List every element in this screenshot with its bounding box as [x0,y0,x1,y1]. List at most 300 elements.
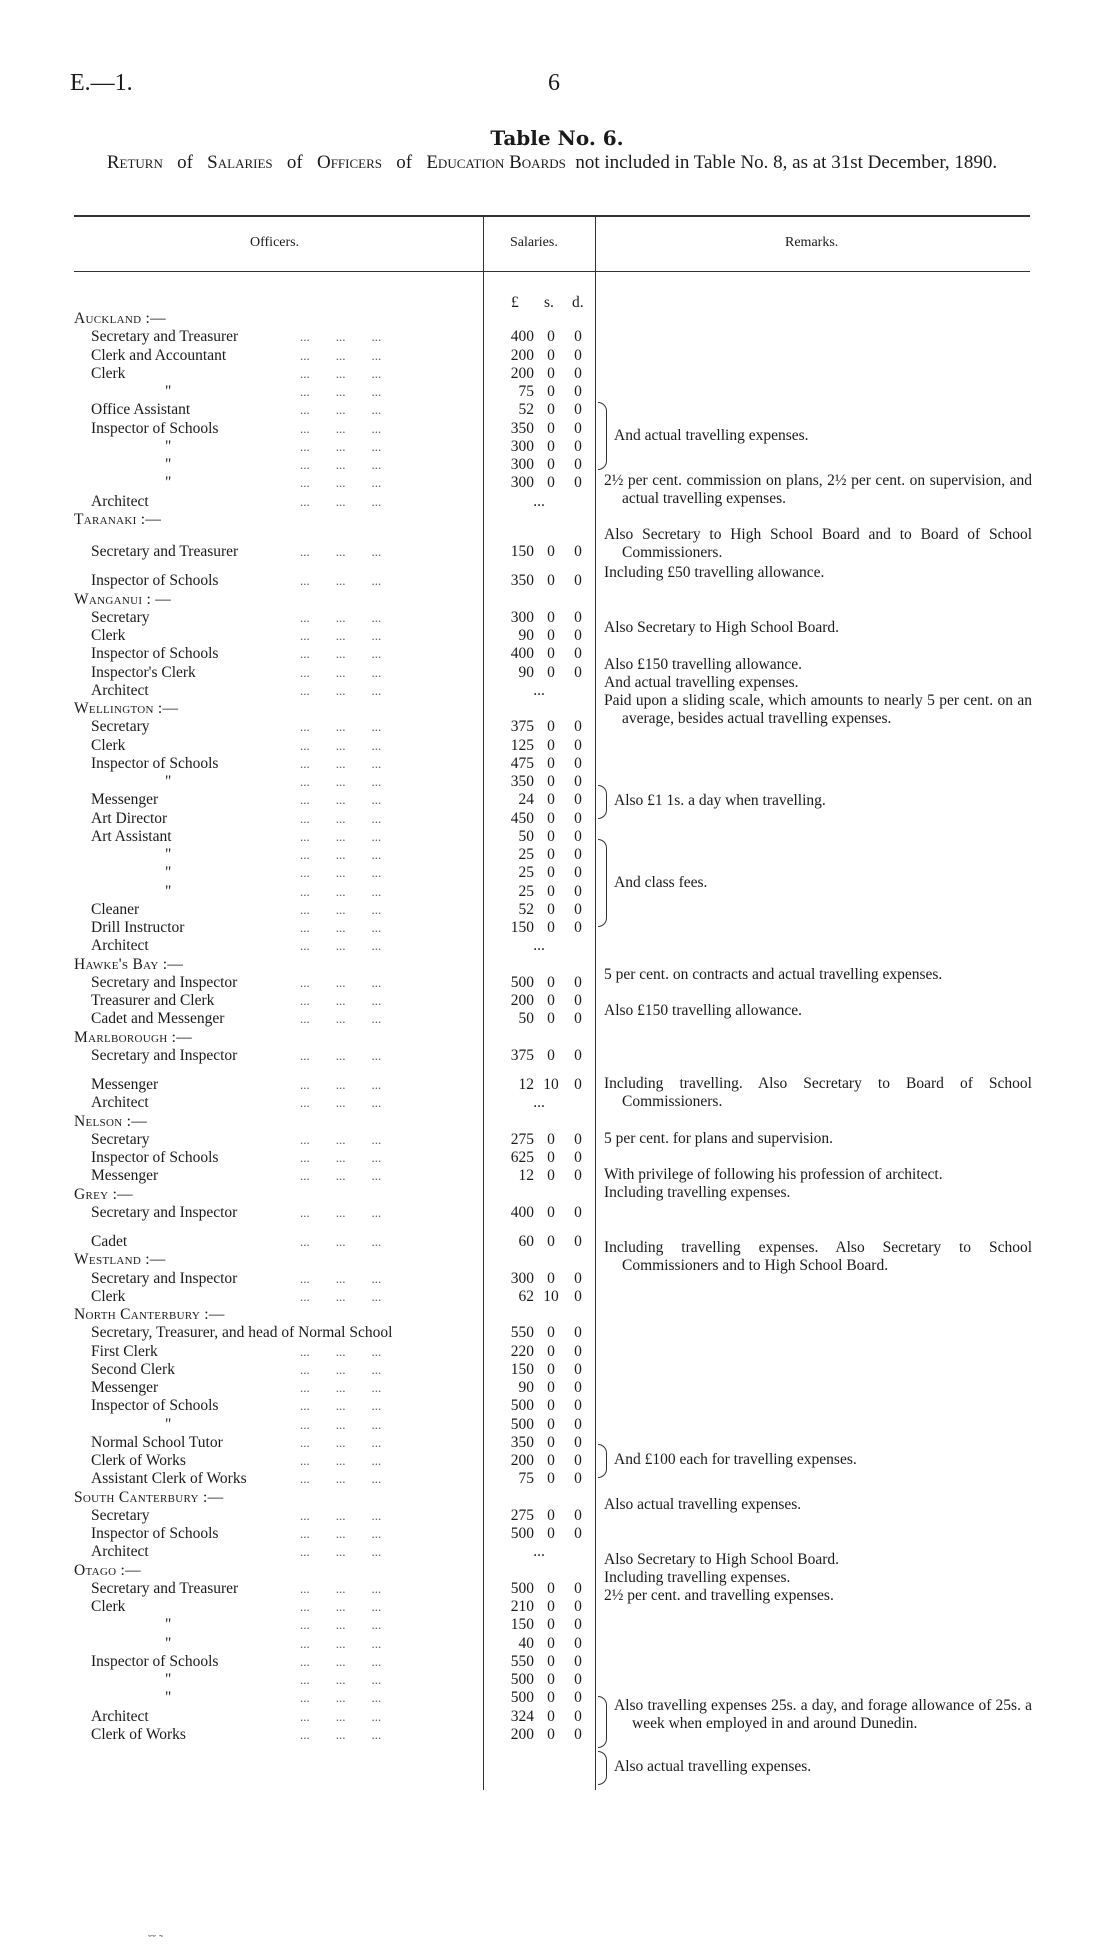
salary-pounds: 300 [510,437,534,455]
salary-pence: 0 [574,1452,582,1469]
officer-name: Secretary, Treasurer, and head of Normal School [91,1324,393,1342]
salary-pounds: 400 [510,328,534,346]
officer-name: Messenger [91,791,159,809]
leader-dots: ... ... ... [300,774,382,789]
table-row [0,1616,1114,1634]
board-name: Marlborough :— [74,1028,193,1046]
remark: And £100 each for travelling expenses. [614,1451,857,1468]
leader-dots: ... ... ... [300,347,382,363]
officer-name: Messenger [91,1379,159,1396]
table-row [0,1204,1114,1222]
salary-shillings: 0 [547,1652,555,1670]
brace [598,1444,607,1478]
salary-pence: 0 [574,1360,582,1378]
officer-name: Assistant Clerk of Works [91,1470,247,1488]
leader-dots: ... ... ... [300,1708,382,1724]
table-row [0,828,1114,846]
salary-shillings: 0 [547,1671,555,1688]
salary-pounds: 450 [510,809,534,827]
salary-pounds: 625 [510,1149,534,1166]
salary-pounds: 500 [510,1397,534,1415]
salary-pence: 0 [574,627,582,644]
table-row [0,1113,1114,1131]
remark: Also £150 travelling allowance. [604,656,803,673]
salary-shillings: 0 [547,543,555,560]
salary-shillings: 0 [547,1616,555,1634]
leader-dots: ... ... ... [300,1398,382,1414]
board-name: Auckland :— [74,310,166,327]
officer-name: Cadet and Messenger [91,1010,225,1028]
leader-dots: ... ... ... [300,1653,382,1669]
table-caption [72,152,1032,173]
table-row [0,1671,1114,1689]
salary-pence: 0 [574,543,582,560]
salary-pounds: 24 [518,791,534,809]
pound-unit-label: £ [511,294,519,311]
leader-dots: ... ... ... [300,1690,382,1706]
salary-nil: ... [533,937,545,955]
salary-pence: 0 [574,736,582,754]
leader-dots: ... ... ... [300,544,382,559]
caption-word: Salaries [207,152,273,173]
officer-name: First Clerk [91,1342,158,1360]
salary-pence: 0 [574,1379,582,1396]
salary-pence: 0 [574,419,582,437]
officer-name: Secretary and Treasurer [91,1579,239,1597]
salary-shillings: 0 [547,645,555,663]
officer-name: " [165,474,172,492]
leader-dots: ... ... ... [300,420,382,436]
salary-pounds: 90 [518,627,534,644]
salary-pence: 0 [574,608,582,626]
salary-pence: 0 [574,791,582,809]
salary-shillings: 0 [547,1689,555,1707]
remark: And actual travelling expenses. [604,674,799,691]
salary-shillings: 0 [547,1506,555,1524]
table-row [0,1149,1114,1167]
salary-nil: ... [533,1094,545,1112]
remark: Including travelling expenses. Also Secretary to School Commissioners and to High School Board. [604,1239,1032,1274]
officer-name: Secretary and Treasurer [91,328,239,346]
salary-pence: 0 [574,900,582,918]
salary-pence: 0 [574,1203,582,1221]
table-row [0,1361,1114,1379]
leader-dots: ... ... ... [300,402,382,418]
salary-shillings: 0 [547,1324,555,1342]
leader-dots: ... ... ... [300,865,382,881]
table-top-rule [74,215,1030,217]
salary-pence: 0 [574,846,582,863]
salary-pence: 0 [574,645,582,663]
salary-pounds: 375 [510,1046,534,1064]
remark: Including travelling expenses. [604,1184,791,1201]
remark: Including travelling expenses. [604,1569,791,1586]
leader-dots: ... ... ... [300,1288,382,1304]
salary-shillings: 0 [547,1203,555,1221]
table-row [0,810,1114,828]
salary-pence: 0 [574,1167,582,1185]
officer-name: Cleaner [91,900,140,918]
leader-dots: ... ... ... [300,664,382,680]
leader-dots: ... ... ... [300,457,382,472]
remark: Also actual travelling expenses. [614,1758,812,1775]
salary-shillings: 0 [547,1707,555,1725]
officer-name: Second Clerk [91,1360,175,1378]
officer-name: " [165,864,172,882]
leader-dots: ... ... ... [300,810,382,826]
table-row [0,328,1114,346]
salary-shillings: 0 [547,992,555,1009]
salary-pence: 0 [574,1415,582,1433]
salary-pence: 0 [574,882,582,900]
remark: Also Secretary to High School Board and to Board of School Commissioners. [604,526,1032,561]
brace [598,785,607,819]
table-row [0,846,1114,864]
leader-dots: ... ... ... [300,1150,382,1165]
salary-pence: 0 [574,364,582,382]
salary-pounds: 200 [510,1725,534,1743]
leader-dots: ... ... ... [300,883,382,899]
salary-pence: 0 [574,663,582,681]
remark: And class fees. [614,874,708,891]
salary-pounds: 62 [518,1287,534,1305]
officer-name: Architect [91,492,149,510]
table-row [0,365,1114,383]
officer-name: Secretary [91,718,150,736]
leader-dots: ... ... ... [300,438,382,454]
caption-word: of [177,152,193,173]
salary-pounds: 60 [518,1233,534,1250]
remark: With privilege of following his profession of architect. [604,1166,943,1183]
leader-dots: ... ... ... [300,384,382,399]
leader-dots: ... ... ... [300,1168,382,1184]
salary-shillings: 0 [547,736,555,754]
salary-pounds: 25 [518,882,534,900]
table-row [0,1379,1114,1397]
table-row [0,1525,1114,1543]
leader-dots: ... ... ... [300,609,382,625]
salary-pounds: 40 [518,1634,534,1652]
salary-nil: ... [533,681,545,699]
salary-shillings: 0 [547,754,555,772]
remark: Also Secretary to High School Board. [604,619,840,636]
officer-name: Architect [91,1707,149,1725]
leader-dots: ... ... ... [300,1617,382,1633]
remark: Paid upon a sliding scale, which amounts to nearly 5 per cent. on an average, besides actual travelling expenses. [604,692,1032,727]
salary-pence: 0 [574,1598,582,1615]
leader-dots: ... ... ... [300,1234,382,1249]
salary-pence: 0 [574,827,582,845]
leader-dots: ... ... ... [300,475,382,491]
table-row [0,755,1114,773]
salary-pence: 0 [574,1046,582,1064]
officer-name: Architect [91,1094,149,1112]
salary-shillings: 10 [543,1076,559,1093]
officer-name: Messenger [91,1076,159,1093]
leader-dots: ... ... ... [300,938,382,954]
caption-word: Education Boards [426,152,566,173]
salary-pounds: 500 [510,1671,534,1688]
salary-nil: ... [533,1543,545,1561]
board-name: Grey :— [74,1185,133,1203]
leader-dots: ... ... ... [300,1726,382,1742]
officer-name: Architect [91,681,149,699]
table-row [0,1434,1114,1452]
leader-dots: ... ... ... [300,493,382,509]
document-reference: E.—1. [70,70,133,96]
leader-dots: ... ... ... [300,1471,382,1487]
salary-shillings: 0 [547,1579,555,1597]
salary-pounds: 12 [518,1167,534,1185]
salary-pence: 0 [574,383,582,400]
officer-name: Secretary [91,1506,150,1524]
officer-name: " [165,882,172,900]
leader-dots: ... ... ... [300,1507,382,1523]
table-row [0,383,1114,401]
table-row [0,591,1114,609]
salary-shillings: 0 [547,1397,555,1415]
salary-pence: 0 [574,1010,582,1028]
officers-column-header: Officers. [250,235,300,250]
salary-shillings: 0 [547,1525,555,1542]
remark: 5 per cent. on contracts and actual travelling expenses. [604,966,943,983]
salary-pounds: 25 [518,846,534,863]
salary-pence: 0 [574,401,582,419]
salary-pounds: 324 [510,1707,534,1725]
salary-pounds: 125 [510,736,534,754]
board-name: Wellington :— [74,700,179,717]
salary-pounds: 52 [518,900,534,918]
brace [598,1696,607,1748]
salary-pence: 0 [574,1342,582,1360]
remark: Also £1 1s. a day when travelling. [614,792,826,809]
salary-shillings: 0 [547,474,555,492]
salary-pounds: 275 [510,1130,534,1148]
salary-shillings: 0 [547,973,555,991]
caption-word: of [396,152,413,173]
salary-shillings: 0 [547,1046,555,1064]
table-row [0,1306,1114,1324]
salary-pence: 0 [574,1397,582,1415]
salary-shillings: 0 [547,328,555,346]
officer-name: " [165,1671,172,1688]
salary-pence: 0 [574,1324,582,1342]
remark: Including £50 travelling allowance. [604,564,825,581]
salary-pounds: 400 [510,1203,534,1221]
table-row [0,1635,1114,1653]
leader-dots: ... ... ... [300,329,382,345]
salary-pounds: 350 [510,773,534,790]
leader-dots: ... ... ... [300,828,382,844]
officer-name: " [165,383,172,400]
remark: Also actual travelling expenses. [604,1496,802,1513]
salary-pence: 0 [574,1287,582,1305]
officer-name: " [165,437,172,455]
leader-dots: ... ... ... [300,847,382,862]
table-row [0,1288,1114,1306]
salary-pounds: 200 [510,346,534,364]
caption-word: of [286,152,303,173]
leader-dots: ... ... ... [300,1077,382,1092]
officer-name: Inspector's Clerk [91,663,196,681]
officer-name: Secretary and Inspector [91,973,238,991]
leader-dots: ... ... ... [300,920,382,935]
salary-pounds: 12 [518,1076,534,1093]
table-row [0,1416,1114,1434]
table-row [0,401,1114,419]
salary-pence: 0 [574,754,582,772]
salary-shillings: 0 [547,1725,555,1743]
salary-shillings: 0 [547,572,555,590]
salary-pounds: 350 [510,572,534,590]
leader-dots: ... ... ... [300,719,382,735]
salary-pence: 0 [574,919,582,936]
salary-pounds: 50 [518,1010,534,1028]
officer-name: Clerk [91,1287,126,1305]
salary-shillings: 0 [547,1167,555,1185]
salary-shillings: 0 [547,1379,555,1396]
officer-name: Clerk of Works [91,1725,186,1743]
salary-pence: 0 [574,1470,582,1488]
leader-dots: ... ... ... [300,1599,382,1614]
leader-dots: ... ... ... [300,792,382,808]
leader-dots: ... ... ... [300,1047,382,1063]
remark: 5 per cent. for plans and supervision. [604,1130,833,1147]
salary-pounds: 500 [510,1579,534,1597]
officer-name: Inspector of Schools [91,754,219,772]
board-name: North Canterbury :— [74,1306,225,1323]
board-name: Nelson :— [74,1112,148,1130]
salary-shillings: 0 [547,1470,555,1488]
salary-shillings: 0 [547,608,555,626]
salary-pence: 0 [574,1616,582,1634]
table-row [0,737,1114,755]
salary-pounds: 475 [510,754,534,772]
table-row [0,1324,1114,1342]
salary-shillings: 0 [547,419,555,437]
salary-pounds: 375 [510,718,534,736]
salary-shillings: 0 [547,346,555,364]
salary-pence: 0 [574,718,582,736]
leader-dots: ... ... ... [300,974,382,990]
salary-pence: 0 [574,773,582,790]
officer-name: " [165,773,172,790]
print-mark: ˘˘ ˜ [148,1932,163,1946]
table-row [0,919,1114,937]
table-row [0,1047,1114,1065]
salary-shillings: 0 [547,882,555,900]
salary-shillings: 0 [547,1598,555,1615]
remark: Also £150 travelling allowance. [604,1002,803,1019]
salary-shillings: 0 [547,846,555,863]
table-row [0,773,1114,791]
salary-pounds: 150 [510,919,534,936]
table-row [0,310,1114,328]
board-name: Otago :— [74,1561,141,1579]
salary-pence: 0 [574,1579,582,1597]
salary-shillings: 0 [547,437,555,455]
salary-shillings: 0 [547,864,555,882]
leader-dots: ... ... ... [300,646,382,662]
salary-shillings: 0 [547,1452,555,1469]
officer-name: " [165,1634,172,1652]
caption-rest: not included in Table No. 8, as at 31st December, 1890. [575,152,998,173]
officer-name: Clerk [91,627,126,644]
salary-pounds: 350 [510,419,534,437]
salary-pounds: 52 [518,401,534,419]
salary-pounds: 500 [510,973,534,991]
leader-dots: ... ... ... [300,682,382,698]
caption-word: Officers [316,152,382,173]
remark: Also Secretary to High School Board. [604,1551,840,1568]
officer-name: Clerk [91,364,126,382]
leader-dots: ... ... ... [300,737,382,753]
leader-dots: ... ... ... [300,1380,382,1395]
leader-dots: ... ... ... [300,1131,382,1147]
salary-pounds: 500 [510,1525,534,1542]
salary-shillings: 0 [547,773,555,790]
salary-shillings: 0 [547,791,555,809]
salary-pounds: 75 [518,1470,534,1488]
salary-pence: 0 [574,973,582,991]
salary-pounds: 300 [510,456,534,473]
salary-shillings: 0 [547,827,555,845]
table-row [0,1397,1114,1415]
salary-pence: 0 [574,1652,582,1670]
leader-dots: ... ... ... [300,1453,382,1468]
salary-pounds: 200 [510,364,534,382]
salary-shillings: 0 [547,401,555,419]
leader-dots: ... ... ... [300,1580,382,1596]
leader-dots: ... ... ... [300,1635,382,1651]
leader-dots: ... ... ... [300,1095,382,1111]
salary-pence: 0 [574,437,582,455]
salary-shillings: 0 [547,1233,555,1250]
salary-pounds: 500 [510,1689,534,1707]
remarks-column-header: Remarks. [785,235,839,250]
officer-name: " [165,846,172,863]
salary-shillings: 0 [547,1010,555,1028]
salary-pence: 0 [574,1433,582,1451]
salary-shillings: 10 [543,1287,559,1305]
leader-dots: ... ... ... [300,1270,382,1286]
salary-shillings: 0 [547,1433,555,1451]
officer-name: Inspector of Schools [91,1525,219,1542]
officer-name: Inspector of Schools [91,572,219,590]
brace [598,839,607,927]
salary-pence: 0 [574,1149,582,1166]
table-row [0,1470,1114,1488]
leader-dots: ... ... ... [300,1343,382,1359]
officer-name: Drill Instructor [91,919,185,936]
salary-pounds: 550 [510,1652,534,1670]
salary-pounds: 220 [510,1342,534,1360]
officer-name: Art Assistant [91,827,172,845]
salary-shillings: 0 [547,663,555,681]
salary-pence: 0 [574,346,582,364]
salary-pounds: 300 [510,608,534,626]
salary-pounds: 350 [510,1433,534,1451]
officer-name: Clerk [91,1598,126,1615]
leader-dots: ... ... ... [300,901,382,917]
brace [598,1751,607,1785]
board-name: Taranaki :— [74,510,162,528]
table-header-rule [74,271,1030,272]
remark: 2½ per cent. commission on plans, 2½ per cent. on supervision, and actual travelling expenses. [604,472,1032,507]
officer-name: Inspector of Schools [91,645,219,663]
salary-shillings: 0 [547,627,555,644]
officer-name: Architect [91,937,149,955]
